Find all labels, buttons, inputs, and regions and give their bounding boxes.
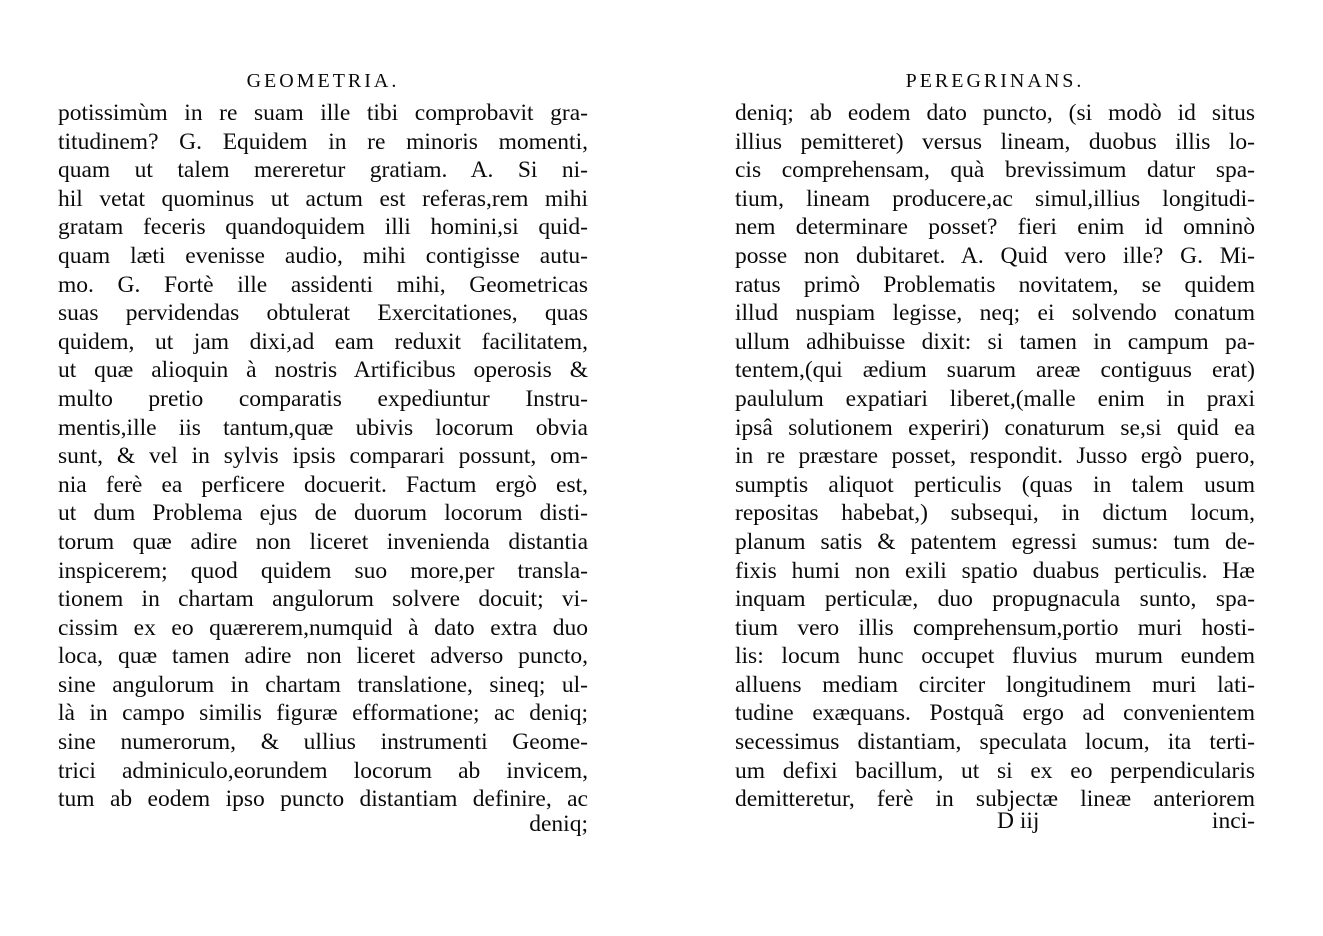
text-line: sine angulorum in chartam translatione, sineq; ul- xyxy=(58,671,588,698)
text-line: cissim ex eo quærerem,numquid à dato extra duo xyxy=(58,614,588,641)
text-line: titudinem? G. Equidem in re minoris momenti, xyxy=(58,128,588,155)
text-line: ut dum Problema ejus de duorum locorum disti- xyxy=(58,500,588,527)
text-line: quam ut talem mereretur gratiam. A. Si ni- xyxy=(58,157,588,184)
text-line: nem determinare posset? fieri enim id omninò xyxy=(735,214,1255,241)
text-line: trici adminiculo,eorundem locorum ab invicem, xyxy=(58,757,588,784)
text-line: sumptis aliquot perticulis (quas in talem usum xyxy=(735,471,1255,498)
text-line: tium vero illis comprehensum,portio muri hosti- xyxy=(735,614,1255,641)
left-running-head: GEOMETRIA. xyxy=(246,70,400,92)
text-line: cis comprehensam, quà brevissimum datur spa- xyxy=(735,157,1255,184)
left-body-text xyxy=(58,99,588,814)
text-line: tum ab eodem ipso puncto distantiam definire, ac xyxy=(58,786,588,813)
text-line: quam læti evenisse audio, mihi contigisse autu- xyxy=(58,242,588,269)
text-line: lis: locum hunc occupet fluvius murum eundem xyxy=(735,643,1255,670)
text-line: fixis humi non exili spatio duabus perticulis. Hæ xyxy=(735,557,1255,584)
text-line: potissimùm in re suam ille tibi comprobavit gra- xyxy=(58,100,588,126)
right-body-text xyxy=(735,99,1255,814)
text-line: demitteretur, ferè in subjectæ lineæ anteriorem xyxy=(735,786,1255,813)
text-line: suas pervidendas obtulerat Exercitationes, quas xyxy=(58,300,588,327)
text-line: hil vetat quominus ut actum est referas,rem mihi xyxy=(58,185,588,212)
text-line: ut quæ alioquin à nostris Artificibus operosis & xyxy=(58,357,588,384)
right-catchword: inci- xyxy=(1211,808,1255,834)
text-line: paululum expatiari liberet,(malle enim in praxi xyxy=(735,385,1255,412)
signature-mark: D iij xyxy=(997,808,1040,834)
text-line: alluens mediam circiter longitudinem muri lati- xyxy=(735,671,1255,698)
text-line: ratus primò Problematis novitatem, se quidem xyxy=(735,271,1255,298)
text-line: sunt, & vel in sylvis ipsis comparari possunt, om- xyxy=(58,443,588,470)
text-line: mentis,ille iis tantum,quæ ubivis locorum obvia xyxy=(58,414,588,441)
text-line: inquam perticulæ, duo propugnacula sunto, spa- xyxy=(735,586,1255,613)
text-line: gratam feceris quandoquidem illi homini,si quid- xyxy=(58,214,588,241)
text-line: torum quæ adire non liceret invenienda distantia xyxy=(58,528,588,555)
text-line: posse non dubitaret. A. Quid vero ille? G. Mi- xyxy=(735,242,1255,269)
text-line: illud nuspiam legisse, neq; ei solvendo conatum xyxy=(735,300,1255,327)
text-line: là in campo similis figuræ efformatione; ac deniq; xyxy=(58,700,588,727)
text-line: tentem,(qui ædium suarum areæ contiguus erat) xyxy=(735,357,1255,384)
text-line: quidem, ut jam dixi,ad eam reduxit facilitatem, xyxy=(58,328,588,355)
text-line: tudine exæquans. Postquã ergo ad convenientem xyxy=(735,700,1255,727)
text-line: loca, quæ tamen adire non liceret adverso puncto, xyxy=(58,643,588,670)
text-line: illius pemitteret) versus lineam, duobus illis lo- xyxy=(735,128,1255,155)
text-line: ipsâ solutionem experiri) conaturum se,si quid ea xyxy=(735,414,1255,441)
text-line: tionem in chartam angulorum solvere docuit; vi- xyxy=(58,586,588,613)
text-line: in re præstare posset, respondit. Jusso ergò puero, xyxy=(735,443,1255,470)
text-line: ullum adhibuisse dixit: si tamen in campum pa- xyxy=(735,328,1255,355)
text-line: planum satis & patentem egressi sumus: tum de- xyxy=(735,528,1255,555)
text-line: sine numerorum, & ullius instrumenti Geome- xyxy=(58,729,588,756)
left-catchword: deniq; xyxy=(529,811,588,837)
text-line: repositas habebat,) subsequi, in dictum locum, xyxy=(735,500,1255,527)
text-line: nia ferè ea perficere docuerit. Factum ergò est, xyxy=(58,471,588,498)
text-line: tium, lineam producere,ac simul,illius longitudi- xyxy=(735,185,1255,212)
right-running-head: PEREGRINANS. xyxy=(905,70,1085,92)
text-line: multo pretio comparatis expediuntur Instru- xyxy=(58,385,588,412)
text-line: secessimus distantiam, speculata locum, ita terti- xyxy=(735,729,1255,756)
text-line: um defixi bacillum, ut si ex eo perpendicularis xyxy=(735,757,1255,784)
text-line: deniq; ab eodem dato puncto, (si modò id situs xyxy=(735,100,1255,126)
text-line: mo. G. Fortè ille assidenti mihi, Geometricas xyxy=(58,271,588,298)
text-line: inspicerem; quod quidem suo more,per transla- xyxy=(58,557,588,584)
